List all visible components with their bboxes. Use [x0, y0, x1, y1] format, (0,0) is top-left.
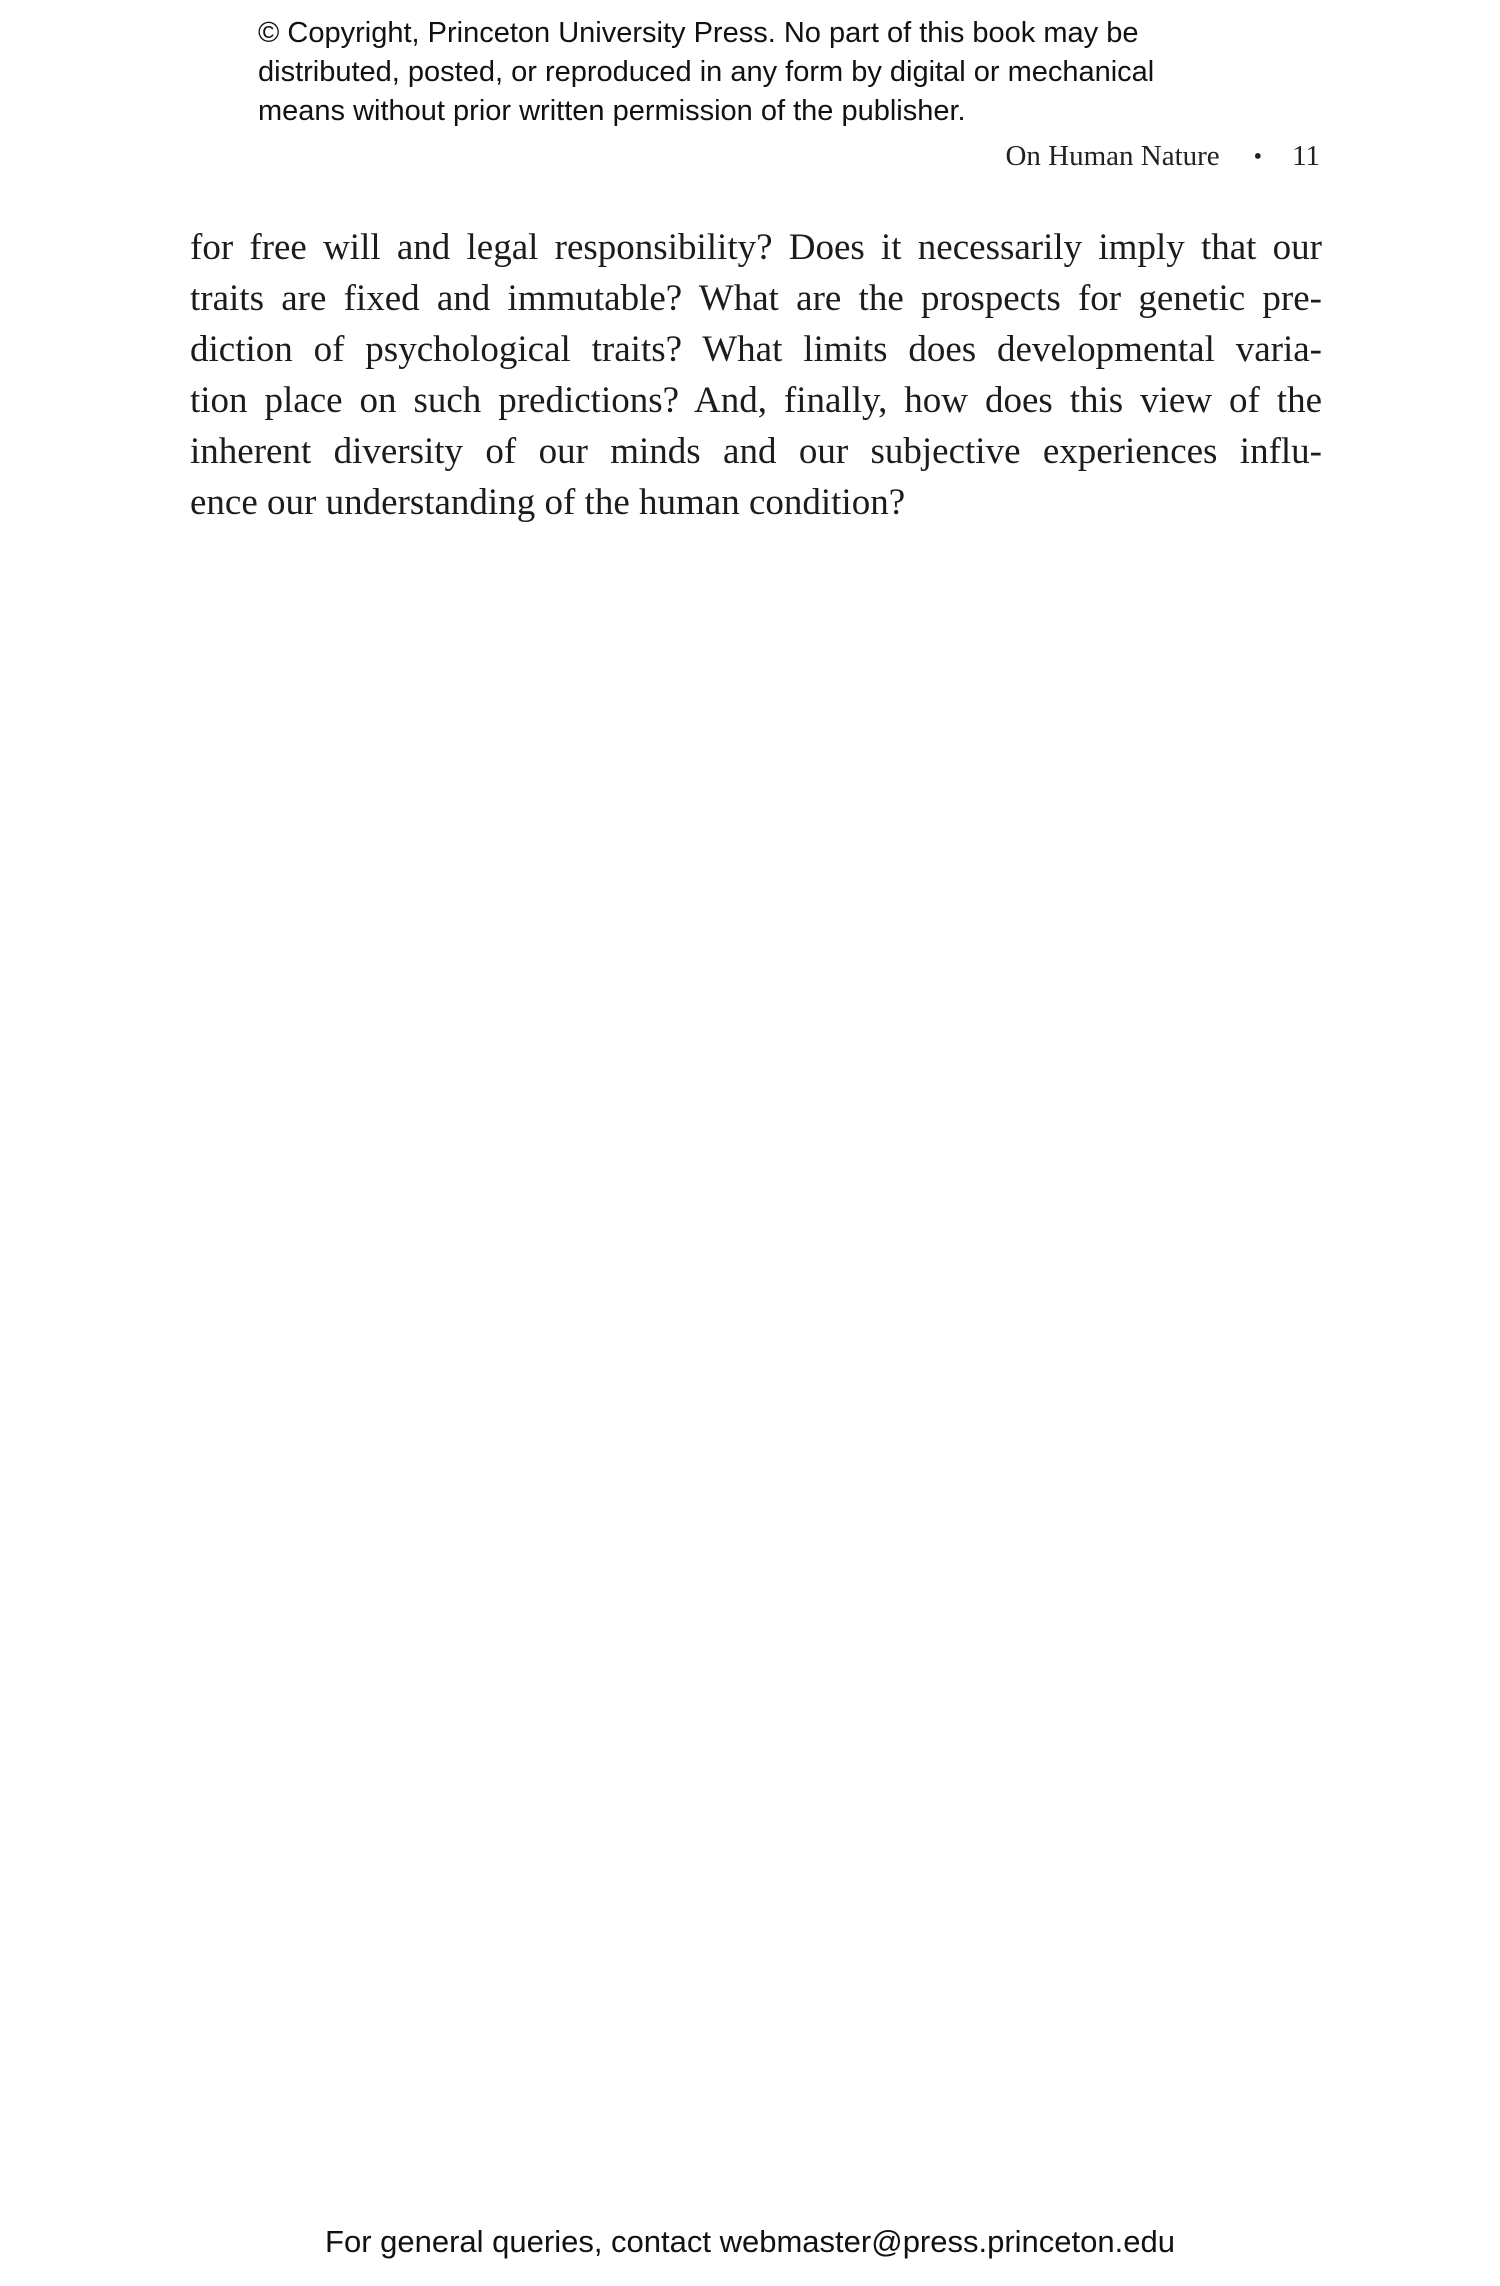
copyright-line: © Copyright, Princeton University Press. No part of this book may be [258, 17, 1139, 49]
footer-contact: For general queries, contact webmaster@press.princeton.edu [325, 2224, 1175, 2259]
running-head-separator: • [1253, 144, 1263, 170]
body-paragraph [190, 222, 1322, 528]
body-line: for free will and legal responsibility? Does it necessarily imply that our [190, 227, 1322, 268]
body-line: inherent diversity of our minds and our subjective experiences influ- [190, 431, 1322, 472]
body-line: diction of psychological traits? What limits does developmental varia- [190, 329, 1322, 370]
running-head [1005, 136, 1320, 178]
copyright-line: distributed, posted, or reproduced in any form by digital or mechanical [258, 56, 1155, 88]
body-line: traits are fixed and immutable? What are the prospects for genetic pre- [190, 278, 1322, 319]
body-line: ence our understanding of the human condition? [190, 482, 906, 523]
running-head-title: On Human Nature [1005, 140, 1220, 172]
copyright-notice [258, 14, 1318, 131]
page-number: 11 [1292, 140, 1320, 172]
copyright-line: means without prior written permission of the publisher. [258, 95, 966, 127]
body-line: tion place on such predictions? And, finally, how does this view of the [190, 380, 1322, 421]
